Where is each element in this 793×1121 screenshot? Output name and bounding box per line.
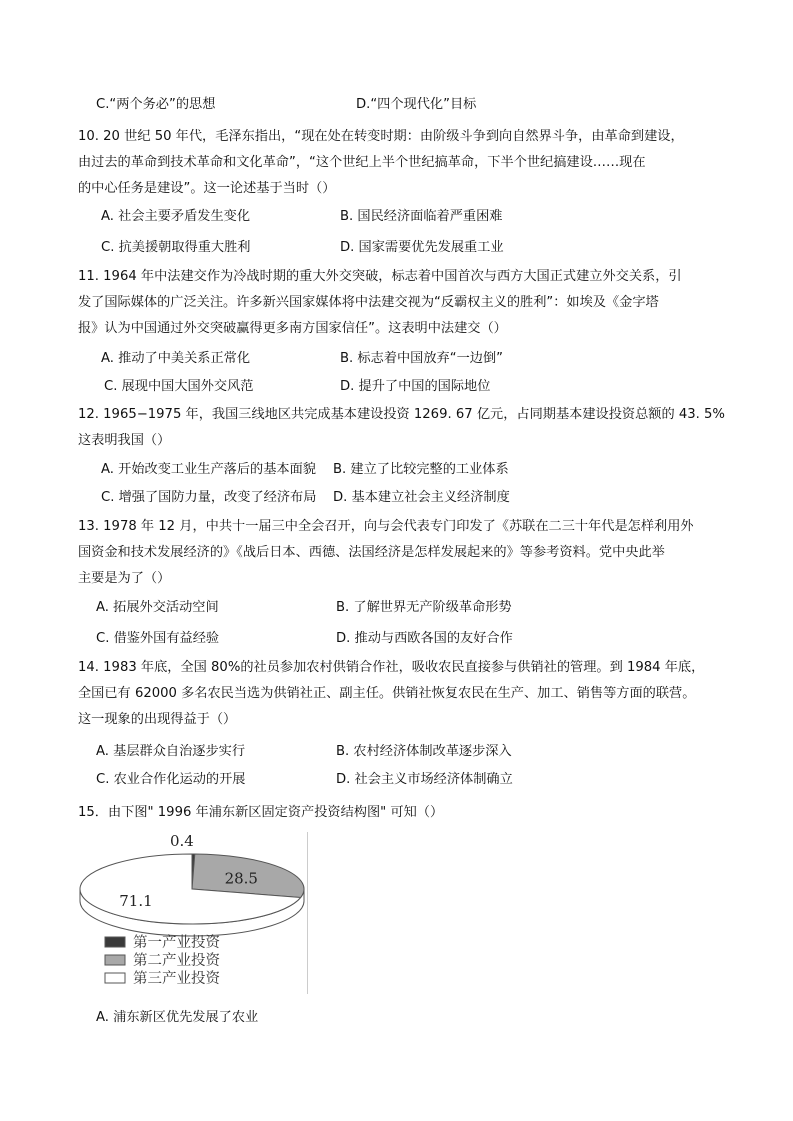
q9-option-c: C.“两个务必”的思想 xyxy=(96,97,216,112)
q13-option-d: D. 推动与西欧各国的友好合作 xyxy=(336,631,513,646)
q13-option-b: B. 了解世界无产阶级革命形势 xyxy=(336,600,512,615)
q10-stem-line-1: 10. 20 世纪 50 年代，毛泽东指出，“现在处在转变时期：由阶级斗争到向自然界斗争，由革命到建设， xyxy=(78,129,684,144)
q12-option-c: C. 增强了国防力量，改变了经济布局 xyxy=(101,490,317,505)
pie-chart-svg xyxy=(77,832,309,994)
legend-label-1: 第一产业投资 xyxy=(133,935,220,951)
q11-option-a: A. 推动了中美关系正常化 xyxy=(101,351,251,366)
q11-stem-line-2: 发了国际媒体的广泛关注。许多新兴国家媒体将中法建交视为“反霸权主义的胜利”：如埃及《金字塔 xyxy=(78,295,659,310)
q11-stem-line-1: 11. 1964 年中法建交作为冷战时期的重大外交突破，标志着中国首次与西方大国正式建立外交关系，引 xyxy=(78,269,682,284)
q14-stem-line-2: 全国已有 62000 多名农民当选为供销社正、副主任。供销社恢复农民在生产、加工、销售等方面的联营。 xyxy=(78,686,696,701)
q14-option-a: A. 基层群众自治逐步实行 xyxy=(96,744,246,759)
legend-label-2: 第二产业投资 xyxy=(133,953,220,969)
q13-stem-line-1: 13. 1978 年 12 月，中共十一届三中全会召开，向与会代表专门印发了《苏联在二三十年代是怎样利用外 xyxy=(78,519,694,534)
q10-stem-line-2: 由过去的革命到技术革命和文化革命”，“这个世纪上半个世纪搞革命，下半个世纪搞建设……现在 xyxy=(78,155,646,170)
q11-stem-line-3: 报》认为中国通过外交突破赢得更多南方国家信任”。这表明中法建交（） xyxy=(78,321,507,336)
investment-pie-chart xyxy=(77,832,309,994)
q14-option-d: D. 社会主义市场经济体制确立 xyxy=(336,772,513,787)
q14-stem-line-1: 14. 1983 年底，全国 80%的社员参加农村供销合作社，吸收农民直接参与供销社的管理。到 1984 年底， xyxy=(78,660,705,675)
q11-option-b: B. 标志着中国放弃“一边倒” xyxy=(340,351,503,366)
q12-option-b: B. 建立了比较完整的工业体系 xyxy=(333,462,509,477)
q12-stem-line-2: 这表明我国（） xyxy=(78,433,171,448)
q13-stem-line-3: 主要是为了（） xyxy=(78,571,171,586)
legend-swatch-1 xyxy=(105,937,125,947)
pie-value-label-1: 0.4 xyxy=(170,832,194,850)
pie-value-label-2: 28.5 xyxy=(224,869,258,888)
q9-option-d: D.“四个现代化”目标 xyxy=(356,97,477,112)
q12-option-a: A. 开始改变工业生产落后的基本面貌 xyxy=(101,462,316,477)
legend-label-3: 第三产业投资 xyxy=(133,971,220,987)
q14-option-b: B. 农村经济体制改革逐步深入 xyxy=(336,744,512,759)
q12-stem-line-1: 12. 1965−1975 年，我国三线地区共完成基本建设投资 1269. 67 亿元，占同期基本建设投资总额的 43. 5% xyxy=(78,407,725,422)
pie-value-label-3: 71.1 xyxy=(119,891,153,910)
legend-swatch-3 xyxy=(105,973,125,983)
q10-option-b: B. 国民经济面临着严重困难 xyxy=(340,209,503,224)
q11-option-d: D. 提升了中国的国际地位 xyxy=(340,379,491,394)
q15-stem: 15．由下图" 1996 年浦东新区固定资产投资结构图" 可知（） xyxy=(78,805,444,820)
q12-option-d: D. 基本建立社会主义经济制度 xyxy=(333,490,510,505)
figure-divider xyxy=(307,832,308,994)
q10-option-a: A. 社会主要矛盾发生变化 xyxy=(101,209,251,224)
legend-swatch-2 xyxy=(105,955,125,965)
q10-option-d: D. 国家需要优先发展重工业 xyxy=(340,240,504,255)
q10-option-c: C. 抗美援朝取得重大胜利 xyxy=(101,240,251,255)
q13-stem-line-2: 国资金和技术发展经济的》《战后日本、西德、法国经济是怎样发展起来的》等参考资料。党中央此举 xyxy=(78,545,665,560)
q14-option-c: C. 农业合作化运动的开展 xyxy=(96,772,246,787)
q11-option-c: C. 展现中国大国外交风范 xyxy=(104,379,254,394)
q10-stem-line-3: 的中心任务是建设”。这一论述基于当时（） xyxy=(78,181,336,196)
q15-option-a: A. 浦东新区优先发展了农业 xyxy=(96,1010,259,1025)
q14-stem-line-3: 这一现象的出现得益于（） xyxy=(78,712,237,727)
q13-option-c: C. 借鉴外国有益经验 xyxy=(96,631,220,646)
q13-option-a: A. 拓展外交活动空间 xyxy=(96,600,219,615)
